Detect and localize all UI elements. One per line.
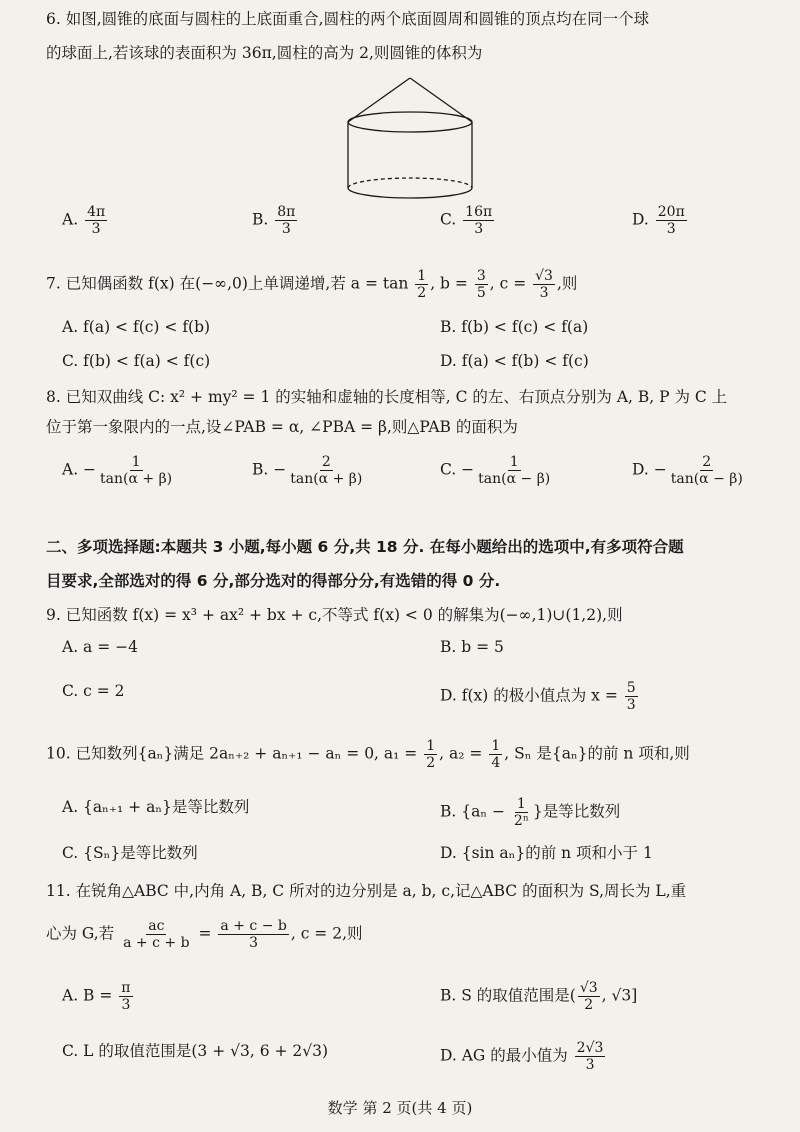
q9-option-c[interactable]: C. c = 2 xyxy=(62,682,125,700)
q9-option-d[interactable]: D. f(x) 的极小值点为 x = $\frac{5}{3}$ xyxy=(440,680,636,713)
q11-option-a[interactable]: A. B = $\frac{\pi}{3}$ xyxy=(62,980,131,1013)
fraction: $\frac{20\pi}{3}$ xyxy=(657,204,685,237)
q11-stem-line1: 11. 在锐角△ABC 中,内角 A, B, C 所对的边分别是 a, b, c,记△ABC 的面积为 S,周长为 L,重 xyxy=(46,882,687,900)
q10-option-b[interactable]: B. {aₙ − $\frac{1}{\text{2ⁿ}}$ }是等比数列 xyxy=(440,796,621,829)
q7-option-b[interactable]: B. f(b) < f(c) < f(a) xyxy=(440,318,589,336)
q11-stem-line2: 心为 G,若 $\frac{ac}{a + c + b}$ = $\frac{a + c - b}{3}$ , c = 2,则 xyxy=(46,918,363,951)
q11-option-d[interactable]: D. AG 的最小值为 $\frac{2√3}{3}$ xyxy=(440,1040,604,1073)
q8-option-d[interactable]: D. − $\frac{2}{\tan(\alpha - \beta)}$ xyxy=(632,454,743,487)
q11-option-c[interactable]: C. L 的取值范围是(3 + √3, 6 + 2√3) xyxy=(62,1042,329,1060)
q6-stem-line2: 的球面上,若该球的表面积为 36π,圆柱的高为 2,则圆锥的体积为 xyxy=(46,44,483,62)
section2-heading-line2: 目要求,全部选对的得 6 分,部分选对的得部分分,有选错的得 0 分. xyxy=(46,572,501,590)
q6-option-d[interactable] xyxy=(632,204,689,237)
q9-stem: 9. 已知函数 f(x) = x³ + ax² + bx + c,不等式 f(x) < 0 的解集为(−∞,1)∪(1,2),则 xyxy=(46,606,623,624)
q6-option-b[interactable] xyxy=(252,204,299,237)
page-footer: 数学 第 2 页(共 4 页) xyxy=(327,1099,473,1117)
cone-cylinder-figure xyxy=(340,72,480,202)
option-letter: D. xyxy=(632,210,649,229)
q8-option-b[interactable]: B. − $\frac{2}{\tan(\alpha + \beta)}$ xyxy=(252,454,363,487)
fraction: $\frac{8\pi}{3}$ xyxy=(277,204,296,237)
q10-stem: 10. 已知数列{aₙ}满足 2aₙ₊₂ + aₙ₊₁ − aₙ = 0, a₁ = $\frac{1}{2}$ , a₂ = $\frac{1}{4}$ , Sₙ 是{aₙ}的前 n 项和,则 xyxy=(46,738,690,771)
option-letter: C. xyxy=(440,210,457,229)
q7-option-c[interactable]: C. f(b) < f(a) < f(c) xyxy=(62,352,211,370)
option-letter: A. xyxy=(62,210,79,229)
q8-option-a[interactable]: A. − $\frac{1}{\tan(\alpha + \beta)}$ xyxy=(62,454,173,487)
q10-option-a[interactable]: A. {aₙ₊₁ + aₙ}是等比数列 xyxy=(62,798,250,816)
q6-option-a[interactable] xyxy=(62,204,109,237)
q11-option-b[interactable]: B. S 的取值范围是( $\frac{√3}{2}$ , √3] xyxy=(440,980,638,1013)
q6-option-c[interactable] xyxy=(440,204,496,237)
q7-option-a[interactable]: A. f(a) < f(c) < f(b) xyxy=(62,318,211,336)
q7-option-d[interactable]: D. f(a) < f(b) < f(c) xyxy=(440,352,589,370)
q10-option-d[interactable]: D. {sin aₙ}的前 n 项和小于 1 xyxy=(440,844,653,862)
q8-option-c[interactable]: C. − $\frac{1}{\tan(\alpha - \beta)}$ xyxy=(440,454,551,487)
q8-stem-line2: 位于第一象限内的一点,设∠PAB = α, ∠PBA = β,则△PAB 的面积为 xyxy=(46,418,518,436)
option-letter: B. xyxy=(252,210,269,229)
section2-heading-line1: 二、多项选择题:本题共 3 小题,每小题 6 分,共 18 分. 在每小题给出的选项中,有多项符合题 xyxy=(46,538,684,556)
q7-stem: 7. 已知偶函数 f(x) 在(−∞,0)上单调递增,若 a = tan $\frac{1}{2}$ , b = $\frac{3}{5}$ , c = $\frac{√3}{3}$ ,则 xyxy=(46,268,578,301)
q9-option-a[interactable]: A. a = −4 xyxy=(62,638,138,656)
fraction: $\frac{16\pi}{3}$ xyxy=(465,204,493,237)
q10-option-c[interactable]: C. {Sₙ}是等比数列 xyxy=(62,844,198,862)
q6-stem-line1: 6. 如图,圆锥的底面与圆柱的上底面重合,圆柱的两个底面圆周和圆锥的顶点均在同一个球 xyxy=(46,10,650,28)
q8-stem-line1: 8. 已知双曲线 C: x² + my² = 1 的实轴和虚轴的长度相等, C 的左、右顶点分别为 A, B, P 为 C 上 xyxy=(46,388,728,406)
q9-option-b[interactable]: B. b = 5 xyxy=(440,638,504,656)
fraction: $\frac{4\pi}{3}$ xyxy=(87,204,106,237)
